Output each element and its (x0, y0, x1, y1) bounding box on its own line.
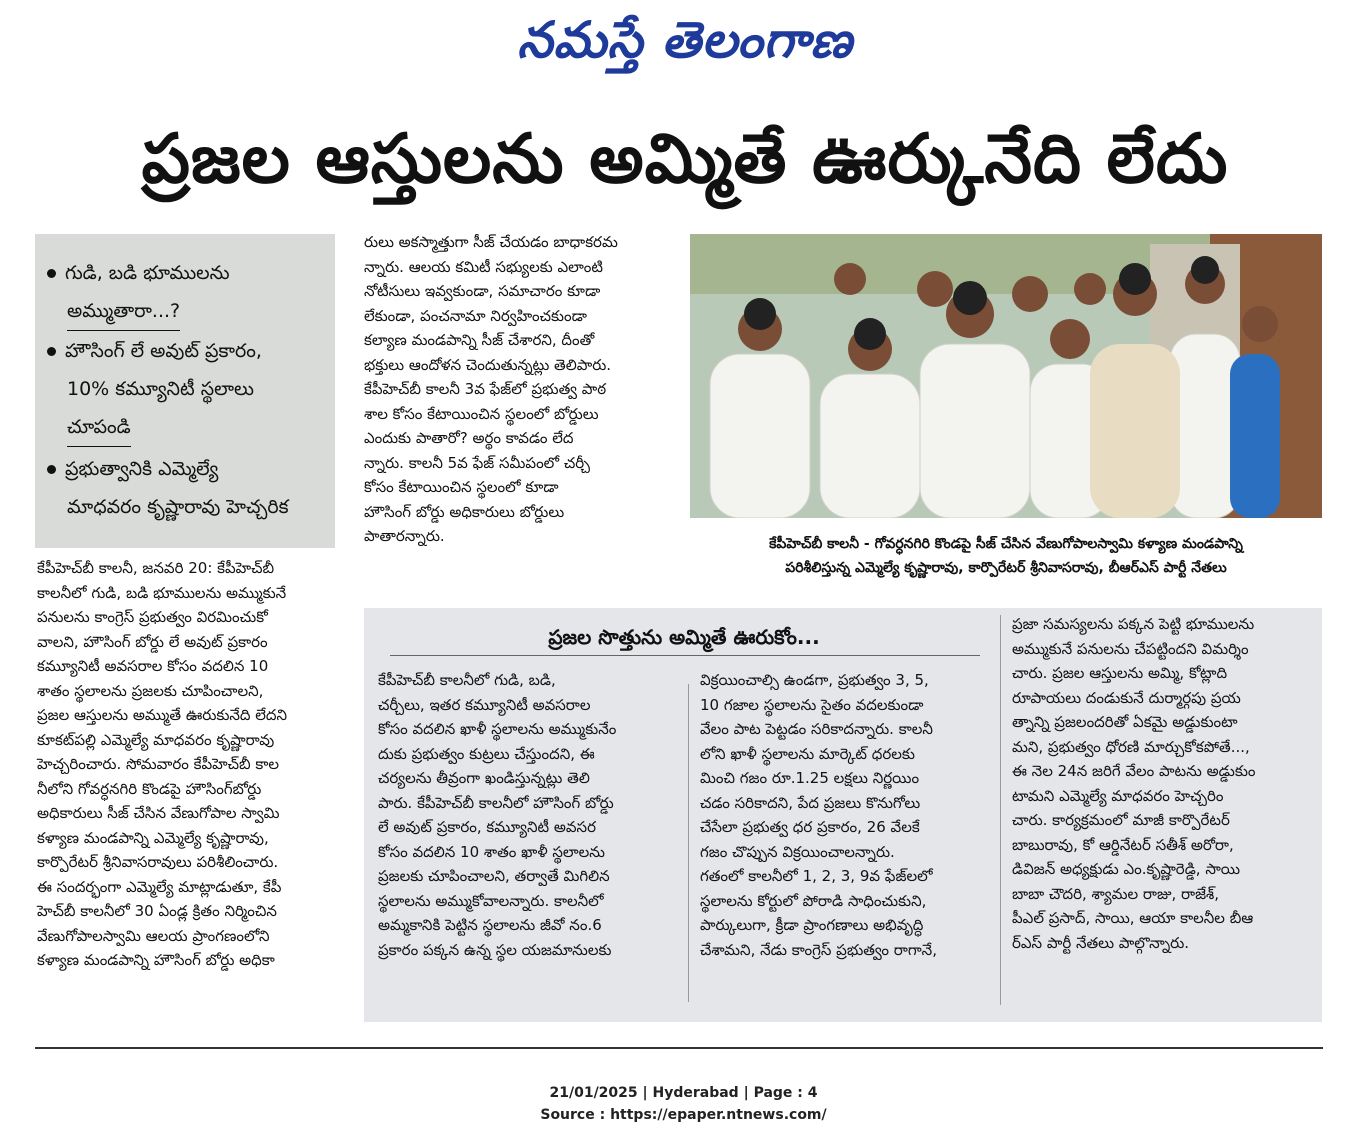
text-line: చేశామని, నేడు కాంగ్రెస్ ప్రభుత్వం రాగానే, (700, 940, 937, 959)
text-line: దుకు ప్రభుత్వం కుట్రలు చేస్తుందని, ఈ (378, 744, 595, 763)
text-line: బాబా చౌదరి, శ్యామల రాజు, రాజేశ్, (1012, 884, 1220, 903)
page-footer (0, 1082, 1367, 1126)
highlights-box (35, 234, 335, 548)
bullet-icon (47, 269, 56, 278)
column-divider (1000, 615, 1001, 1005)
photo-caption: కేపీహెచ్‌బీ కాలనీ - గోవర్ధనగిరి కొండపై సీజ్ చేసిన వేణుగోపాలస్వామి కళ్యాణ మండపాన్ని పరిశీలిస్తున్న ఎమ్మెల్యే కృష్ణారావు, కార్పొరేటర్ శ్రీనివాసరావు, బీఆర్ఎస్ పార్టీ నేతలు (769, 536, 1243, 576)
text-line: పీఎల్ ప్రసాద్, సాయి, ఆయా కాలనీల బీఆ (1012, 909, 1254, 927)
text-line: బాబురావు, కో ఆర్డినేటర్ సతీశ్ అరోరా, (1012, 835, 1234, 854)
article-column-2 (364, 230, 664, 549)
photo-illustration (690, 234, 1322, 518)
text-line: చడం సరికాదని, పేద ప్రజలు కొనుగోలు (700, 793, 921, 812)
text-line: ప్రజా సమస్యలను పక్కన పెట్టి భూములను (1012, 615, 1255, 633)
text-line: మని, ప్రభుత్వం ధోరణి మార్చుకోకపోతే..., (1012, 737, 1250, 756)
footer-source-line: Source : https://epaper.ntnews.com/ (540, 1107, 827, 1123)
text-line: ఈ సందర్భంగా ఎమ్మెల్యే మాట్లాడుతూ, కేపీ (37, 877, 282, 896)
text-line: చారు. కార్యక్రమంలో మాజీ కార్పొరేటర్ (1012, 811, 1230, 829)
sub-article-heading: ప్రజల సొత్తును అమ్మితే ఊరుకోం... (548, 625, 820, 649)
text-line: పారు. కేపీహెచ్‌బీ కాలనీలో హౌసింగ్ బోర్డు (378, 793, 614, 812)
text-line: రులు అకస్మాత్తుగా సీజ్ చేయడం బాధాకరమ (364, 233, 618, 251)
highlight-item: హౌసింగ్ లే అవుట్ ప్రకారం, 10% కమ్యూనిటీ స్థలాలు చూపండి (47, 332, 262, 447)
text-line: ఎందుకు పాతారో? అర్థం కావడం లేద (364, 429, 574, 447)
text-line: కేపీహెచ్‌బీ కాలనీలో గుడి, బడి, (378, 671, 556, 689)
column-divider (688, 684, 689, 1002)
text-line: కార్పొరేటర్ శ్రీనివాసరావులు పరిశీలించారు. (37, 853, 279, 871)
text-line: వేణుగోపాలస్వామి ఆలయ ప్రాంగణంలోని (37, 926, 270, 945)
text-line: పార్కులుగా, క్రీడా ప్రాంగణాలు అభివృద్ధి (700, 916, 924, 934)
text-line: చారు. ప్రజల ఆస్తులను అమ్మి, కోట్లాది (1012, 664, 1228, 682)
text-line: హౌసింగ్ బోర్డు అధికారులు బోర్డులు (364, 502, 565, 521)
text-line: కోసం వదలిన 10 శాతం ఖాళీ స్థలాలను (378, 842, 605, 861)
text-line: గతంలో కాలనీలో 1, 2, 3, 9వ ఫేజ్‌లలో (700, 867, 933, 885)
text-line: స్థలాలను అమ్ముకోవాలన్నారు. కాలనీలో (378, 891, 604, 910)
text-line: న్నారు. ఆలయ కమిటీ సభ్యులకు ఎలాంటి (364, 257, 603, 276)
text-line: మించి గజం రూ.1.25 లక్షలు నిర్ణయిం (700, 769, 920, 787)
text-line: కోసం వదలిన ఖాళీ స్థలాలను అమ్ముకునేం (378, 720, 617, 738)
text-line: చర్యలను తీవ్రంగా ఖండిస్తున్నట్లు తెలి (378, 769, 590, 787)
text-line: అమ్మకానికి పెట్టిన స్థలాలను జీవో నం.6 (378, 916, 602, 934)
text-line: కేపీహెచ్‌బీ కాలనీ 3వ ఫేజ్‌లో ప్రభుత్వ పాఠ (364, 380, 607, 398)
text-line: కాలనీలో గుడి, బడి భూములను అమ్ముకునే (37, 583, 287, 602)
page-divider (35, 1047, 1323, 1049)
text-line: హెచ్‌బీ కాలనీలో 30 ఏండ్ల క్రితం నిర్మించిన (37, 902, 277, 920)
text-line: కల్యాణ మండపాన్ని సీజ్ చేశారని, దీంతో (364, 331, 595, 349)
text-line: భక్తులు ఆందోళన చెందుతున్నట్లు తెలిపారు. (364, 355, 612, 374)
highlight-item: ప్రభుత్వానికి ఎమ్మెల్యే మాధవరం కృష్ణారావు హెచ్చరిక (47, 450, 289, 526)
text-line: కూకట్‌పల్లి ఎమ్మెల్యే మాధవరం కృష్ణారావు (37, 730, 275, 749)
text-line: విక్రయించాల్సి ఉండగా, ప్రభుత్వం 3, 5, (700, 671, 929, 689)
text-line: స్థలాలను కోర్టులో పోరాడి సాధించుకుని, (700, 891, 927, 910)
text-line: శాతం స్థలాలను ప్రజలకు చూపించాలని, (37, 681, 264, 700)
text-line: పనులను కాంగ్రెస్ ప్రభుత్వం విరమించుకో (37, 608, 268, 626)
text-line: వేలం పాట పెట్టడం సరికాదన్నారు. కాలనీ (700, 720, 933, 738)
sub-article-column-1 (378, 668, 676, 962)
text-line: ర్ఎస్ పార్టీ నేతలు పాల్గొన్నారు. (1012, 933, 1190, 952)
highlight-item: గుడి, బడి భూములను అమ్ముతారా...? (47, 254, 230, 331)
text-line: చర్చీలు, ఇతర కమ్యూనిటీ అవసరాల (378, 695, 591, 714)
article-column-1 (37, 556, 337, 973)
text-line: ప్రజల ఆస్తులను అమ్ముతే ఊరుకునేది లేదని (37, 706, 288, 724)
text-line: నీలోని గోవర్ధనగిరి కొండపై హౌసింగ్‌బోర్డు (37, 779, 262, 798)
text-line: డివిజన్ అధ్యక్షుడు ఎం.కృష్ణారెడ్డి, సాయి (1012, 860, 1241, 878)
text-line: టామని ఎమ్మెల్యే మాధవరం హెచ్చరిం (1012, 786, 1224, 805)
text-line: కళ్యాణ మండపాన్ని హౌసింగ్ బోర్డు అధికా (37, 951, 275, 969)
headline: ప్రజల ఆస్తులను అమ్మితే ఊర్కునేది లేదు (141, 120, 1229, 199)
text-line: ప్రజలకు చూపించాలని, తర్వాతే మిగిలిన (378, 867, 610, 885)
text-line: అధికారులు సీజ్ చేసిన వేణుగోపాల స్వామి (37, 804, 280, 822)
text-line: రూపాయలు దండుకునే దుర్మార్గపు ప్రయ (1012, 688, 1241, 707)
text-line: లే అవుట్ ప్రకారం, కమ్యూనిటీ అవసర (378, 818, 596, 836)
text-line: అమ్ముకునే పనులను చేపట్టిందని విమర్శిం (1012, 639, 1249, 658)
text-line: శాల కోసం కేటాయించిన స్థలంలో బోర్డులు (364, 404, 599, 423)
footer-date-line: 21/01/2025 | Hyderabad | Page : 4 (549, 1085, 818, 1101)
text-line: లోని ఖాళీ స్థలాలను మార్కెట్ ధరలకు (700, 744, 915, 763)
text-line: ఈ నెల 24న జరిగే వేలం పాటను అడ్డుకుం (1012, 762, 1256, 780)
heading-rule (390, 655, 980, 656)
text-line: వాలని, హౌసింగ్ బోర్డు లే అవుట్ ప్రకారం (37, 632, 268, 651)
text-line: చేసేలా ప్రభుత్వ ధర ప్రకారం, 26 వేలకే (700, 818, 920, 836)
text-line: కళ్యాణ మండపాన్ని ఎమ్మెల్యే కృష్ణారావు, (37, 828, 269, 847)
text-line: 10 గజాల స్థలాలను సైతం వదలకుండా (700, 695, 924, 714)
text-line: లేకుండా, పంచనామా నిర్వహించకుండా (364, 306, 587, 325)
bullet-icon (47, 347, 56, 356)
news-photo (690, 234, 1322, 518)
text-line: హెచ్చరించారు. సోమవారం కేపీహెచ్‌బీ కాల (37, 755, 280, 773)
text-line: న్నారు. కాలనీ 5వ ఫేజ్ సమీపంలో చర్చీ (364, 453, 590, 472)
text-line: ప్రకారం పక్కన ఉన్న స్థల యజమానులకు (378, 940, 612, 959)
text-line: త్నాన్ని ప్రజలందరితో ఏకమై అడ్డుకుంటా (1012, 713, 1238, 731)
text-line: కేపీహెచ్‌బీ కాలనీ, జనవరి 20: కేపీహెచ్‌బీ (37, 559, 275, 577)
text-line: పాతారన్నారు. (364, 527, 445, 545)
sub-article-column-2 (700, 668, 988, 962)
sub-article-column-3 (1012, 612, 1308, 955)
text-line: గజం చొప్పున విక్రయించాలన్నారు. (700, 842, 895, 861)
text-line: కమ్యూనిటీ అవసరాల కోసం వదలిన 10 (37, 657, 269, 675)
text-line: నోటీసులు ఇవ్వకుండా, సమాచారం కూడా (364, 282, 601, 300)
masthead-logo: నమస్తే తెలంగాణ (517, 10, 853, 69)
text-line: కోసం కేటాయించిన స్థలంలో కూడా (364, 478, 559, 496)
bullet-icon (47, 465, 56, 474)
